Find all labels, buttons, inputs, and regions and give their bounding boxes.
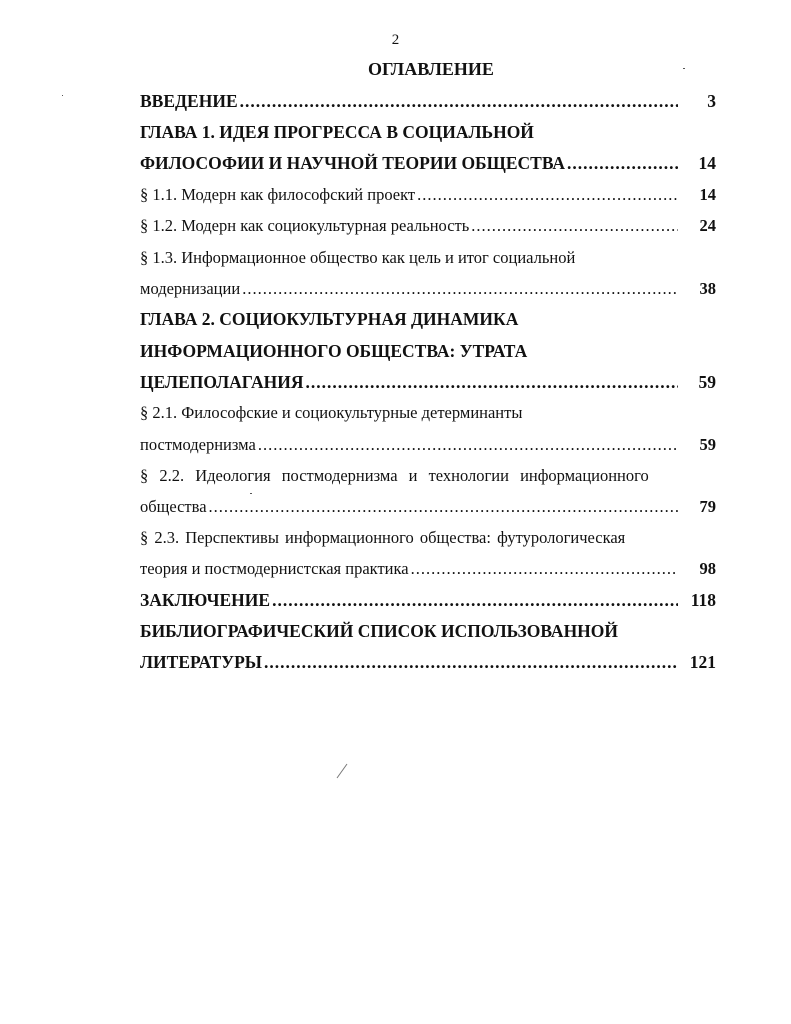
toc-entry-chapter-2-title[interactable] (140, 304, 716, 335)
toc-entry-page: 14 (698, 153, 716, 174)
toc-entry-text: ВВЕДЕНИЕ (140, 91, 238, 112)
table-of-contents (140, 86, 716, 679)
toc-entry-chapter-1-title-cont[interactable] (140, 148, 716, 179)
scan-speck (683, 68, 685, 69)
toc-entry-text: ФИЛОСОФИИ И НАУЧНОЙ ТЕОРИИ ОБЩЕСТВА (140, 153, 566, 174)
scan-speck (250, 493, 252, 494)
toc-entry-section-2-2-cont[interactable] (140, 491, 716, 522)
toc-entry-text: БИБЛИОГРАФИЧЕСКИЙ СПИСОК ИСПОЛЬЗОВАННОЙ (140, 621, 619, 642)
toc-entry-text: ЗАКЛЮЧЕНИЕ (140, 590, 271, 611)
page-number: 2 (391, 32, 400, 48)
scan-mark (335, 762, 349, 780)
toc-entry-text: § 2.1. Философские и социокультурные детерминанты (140, 403, 523, 423)
toc-entry-page: 118 (690, 590, 716, 611)
toc-entry-text: § 1.2. Модерн как социокультурная реальность (140, 216, 470, 236)
scan-speck (62, 95, 63, 96)
toc-entry-section-1-3[interactable] (140, 242, 716, 273)
toc-entry-page: 3 (707, 91, 716, 112)
toc-entry-text: § 2.2. Идеология постмодернизма и технологии информационного (140, 465, 649, 485)
toc-entry-text: § 2.3. Перспективы информационного общества: футурологическая (140, 528, 626, 548)
toc-entry-text: модернизации (140, 278, 241, 298)
dot-leader (258, 435, 678, 455)
toc-entry-section-1-2[interactable] (140, 211, 716, 242)
toc-entry-page: 98 (699, 559, 716, 579)
toc-entry-chapter-1-title[interactable] (140, 117, 716, 148)
toc-entry-page: 24 (699, 216, 716, 236)
dot-leader (417, 185, 678, 205)
toc-entry-section-2-3-cont[interactable] (140, 554, 716, 585)
toc-entry-section-2-1[interactable] (140, 398, 716, 429)
dot-leader (209, 497, 678, 517)
toc-entry-section-1-1[interactable] (140, 180, 716, 211)
toc-entry-page: 59 (699, 434, 716, 454)
toc-entry-section-2-1-cont[interactable] (140, 429, 716, 460)
toc-entry-text: ГЛАВА 2. СОЦИОКУЛЬТУРНАЯ ДИНАМИКА (140, 309, 519, 330)
toc-entry-section-2-2[interactable] (140, 460, 716, 491)
toc-entry-text: § 1.1. Модерн как философский проект (140, 185, 416, 205)
toc-entry-page: 79 (699, 497, 716, 517)
toc-entry-section-1-3-cont[interactable] (140, 273, 716, 304)
toc-entry-chapter-2-title-end[interactable] (140, 367, 716, 398)
dot-leader (240, 91, 678, 112)
toc-entry-bibliography[interactable] (140, 616, 716, 647)
toc-entry-text: теория и постмодернистская практика (140, 559, 409, 579)
toc-entry-page: 38 (699, 278, 716, 298)
toc-entry-chapter-2-title-cont[interactable] (140, 336, 716, 367)
toc-entry-introduction[interactable] (140, 86, 716, 117)
toc-entry-section-2-3[interactable] (140, 523, 716, 554)
toc-entry-text: постмодернизма (140, 434, 256, 454)
toc-entry-conclusion[interactable] (140, 585, 716, 616)
toc-entry-page: 14 (699, 185, 716, 205)
toc-entry-bibliography-cont[interactable] (140, 647, 716, 678)
dot-leader (272, 590, 678, 611)
dot-leader (264, 652, 678, 673)
dot-leader (411, 559, 678, 579)
dot-leader (306, 372, 678, 393)
toc-entry-text: ЛИТЕРАТУРЫ (140, 652, 262, 673)
toc-entry-text: ИНФОРМАЦИОННОГО ОБЩЕСТВА: УТРАТА (140, 340, 528, 361)
toc-entry-text: общества (140, 497, 207, 517)
toc-entry-text: ЦЕЛЕПОЛАГАНИЯ (140, 371, 304, 392)
dot-leader (567, 153, 678, 174)
dot-leader (242, 279, 678, 299)
dot-leader (471, 216, 678, 236)
toc-entry-page: 59 (698, 371, 716, 392)
toc-entry-page: 121 (689, 652, 716, 673)
toc-title: ОГЛАВЛЕНИЕ (368, 59, 494, 79)
toc-entry-text: § 1.3. Информационное общество как цель и итог социальной (140, 247, 576, 267)
toc-entry-text: ГЛАВА 1. ИДЕЯ ПРОГРЕССА В СОЦИАЛЬНОЙ (140, 122, 534, 143)
